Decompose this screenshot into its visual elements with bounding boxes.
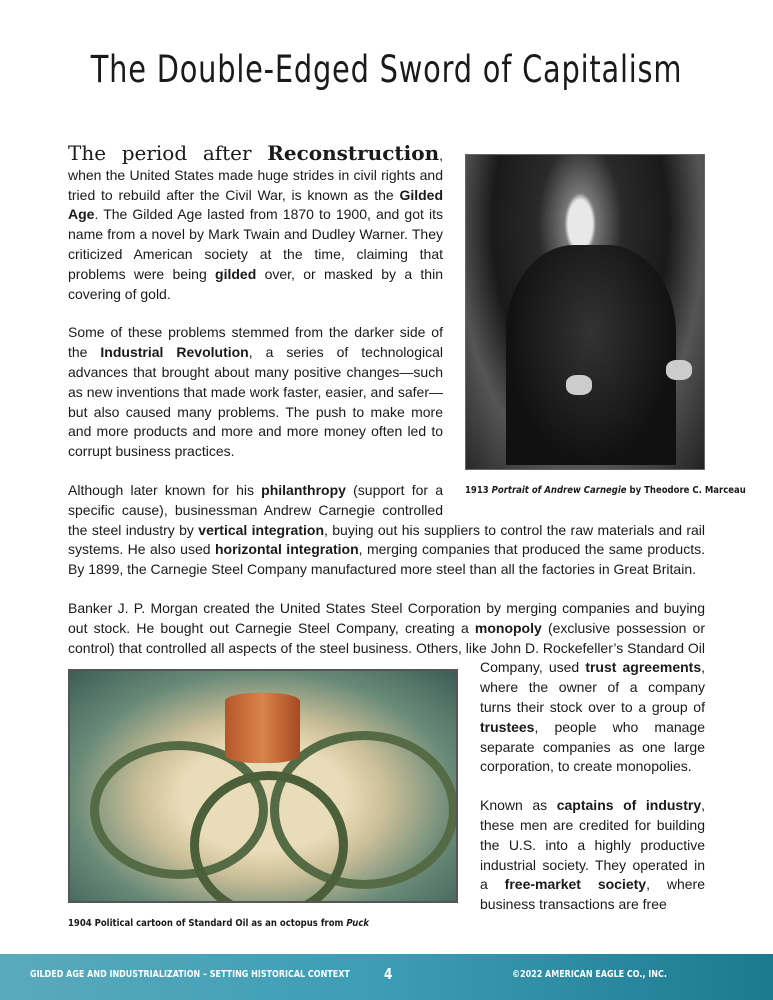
text-run: Although later known for his (68, 481, 262, 498)
text-run: Banker J. P. Morgan created the United States Steel Corporation by merging companies and buying out stock. He bought out Carnegie Steel Company, creating a (68, 599, 705, 636)
key-term: gilded (215, 265, 257, 282)
footer-title: GILDED AGE AND INDUSTRIALIZATION – SETTING HISTORICAL CONTEXT (30, 969, 350, 980)
key-term: trustees (480, 718, 535, 735)
text-run: , buying out his suppliers to control the raw materials and rail systems. He also used (68, 521, 706, 558)
key-term: Reconstruction (267, 141, 440, 165)
carnegie-portrait-image (465, 154, 705, 470)
text-run: (exclusive possession or control) that controlled all aspects of the steel business. Others, like John D. Rockefeller’s Standard Oil Company, used (68, 619, 706, 676)
key-term: trust agreements (585, 659, 702, 676)
text-run: , when the United States made huge strides in civil rights and tried to rebuild after the Civil War, is known as the (68, 147, 443, 203)
figure-caption: 1913 Portrait of Andrew Carnegie by Theodore C. Marceau (465, 485, 746, 496)
octopus-cartoon-image (68, 669, 458, 903)
figure-standard-oil-cartoon (68, 669, 458, 930)
text-run: . The Gilded Age lasted from 1870 to 1900, and got its name from a novel by Mark Twain and Dudley Warner. They criticized American society at the time, claiming that problems were being (68, 206, 443, 282)
figure-carnegie-portrait (465, 154, 746, 497)
page-title: The Double-Edged Sword of Capitalism (90, 48, 683, 91)
text-run: over, or masked by a thin covering of gold. (68, 265, 443, 302)
text-run: , where business transactions are free (480, 876, 705, 913)
text-run: , a series of technological advances that brought about many positive changes—such as new inventions that made work faster, easier, and safer—but also caused many problems. The push to make more and more products and more and more money often led to corrupt business practices. (68, 344, 443, 460)
key-term: philanthropy (261, 481, 346, 498)
text-run: (support for a specific cause), businessman Andrew Carnegie controlled the steel industry by (68, 481, 444, 538)
article-body (68, 141, 746, 934)
text-run: , these men are credited for building the U.S. into a highly productive industrial society. They operated in a (480, 797, 705, 893)
page-footer (0, 954, 773, 1000)
figure-caption: 1904 Political cartoon of Standard Oil as an octopus from Puck (68, 917, 370, 929)
key-term: vertical integration (198, 521, 325, 538)
text-run: , people who manage separate companies as one large corporation, to create monopolies. (480, 718, 705, 775)
key-term: captains of industry (556, 797, 702, 814)
footer-copyright: ©2022 AMERICAN EAGLE CO., INC. (512, 969, 667, 980)
key-term: Industrial Revolution (100, 344, 249, 361)
text-run: Some of these problems stemmed from the darker side of the (68, 324, 443, 361)
text-run: The period after (68, 141, 268, 165)
text-run: , merging companies that produced the same products. By 1899, the Carnegie Steel Company manufactured more steel than all the factories in Great Britain. (68, 541, 705, 578)
key-term: Gilded Age (68, 186, 443, 223)
page-number: 4 (384, 965, 393, 983)
text-run: Known as (480, 797, 557, 814)
key-term: free-market society (504, 876, 647, 893)
key-term: horizontal integration (214, 541, 359, 558)
text-run: , where the owner of a company turns their stock over to a group of (480, 659, 705, 715)
key-term: monopoly (474, 619, 542, 636)
